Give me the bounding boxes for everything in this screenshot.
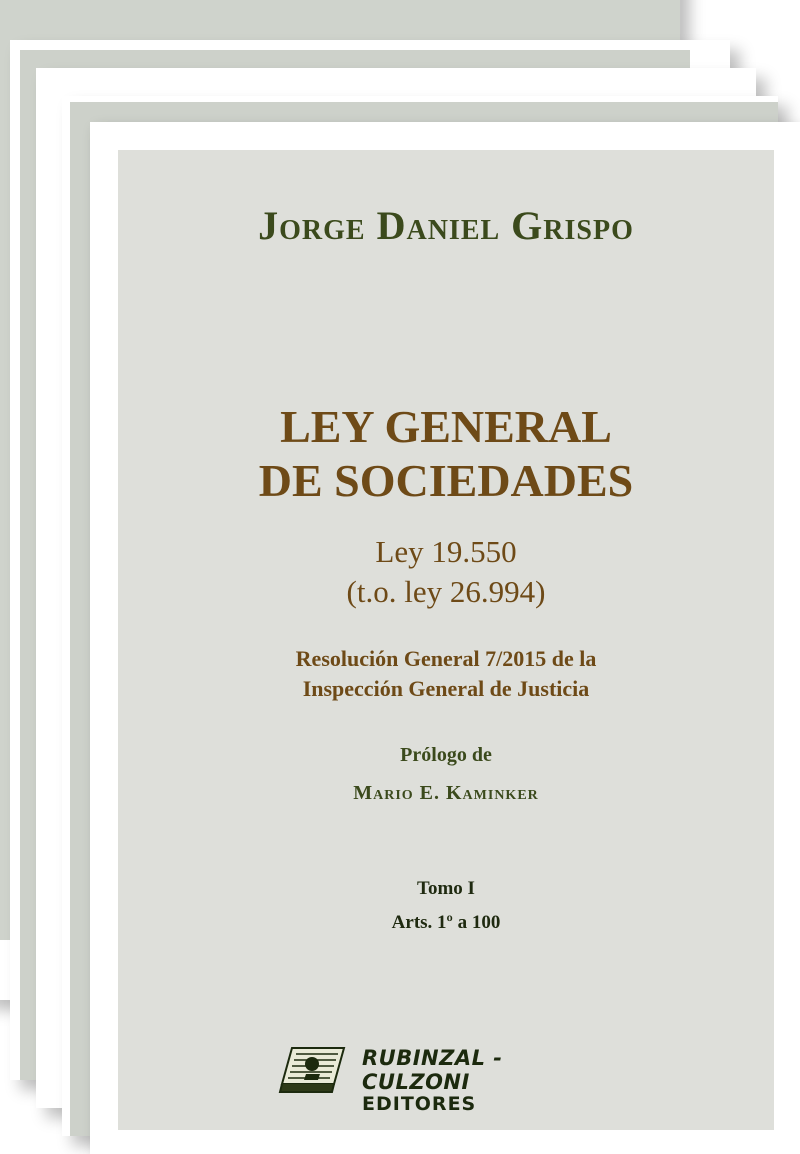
publisher-block [278, 1040, 618, 1115]
resolution-line-1: Resolución General 7/2015 de la [295, 646, 597, 671]
volume-info [118, 872, 774, 940]
volume-number: Tomo I [417, 878, 475, 899]
law-reference [118, 532, 774, 612]
resolution-line-2: Inspección General de Justicia [302, 676, 590, 701]
book-press-logo-icon [278, 1044, 350, 1096]
title-line-2: DE SOCIEDADES [258, 455, 634, 506]
prologue-author: Mario E. Kaminker [353, 782, 539, 804]
author-name: Jorge Daniel Grispo [258, 203, 634, 248]
publisher-text [362, 1046, 618, 1114]
resolution-subtitle [118, 644, 774, 704]
law-line-2: (t.o. ley 26.994) [346, 574, 546, 609]
publisher-sub: EDITORES [362, 1093, 477, 1115]
book-cover [90, 122, 800, 1154]
title-line-1: LEY GENERAL [280, 401, 612, 452]
law-line-1: Ley 19.550 [375, 534, 517, 569]
book-title [118, 400, 774, 508]
cover-face [118, 150, 774, 1130]
articles-range: Arts. 1º a 100 [391, 912, 501, 933]
prologue-credit [118, 736, 774, 812]
prologue-label: Prólogo de [400, 744, 492, 766]
publisher-name: RUBINZAL - CULZONI [362, 1046, 503, 1094]
